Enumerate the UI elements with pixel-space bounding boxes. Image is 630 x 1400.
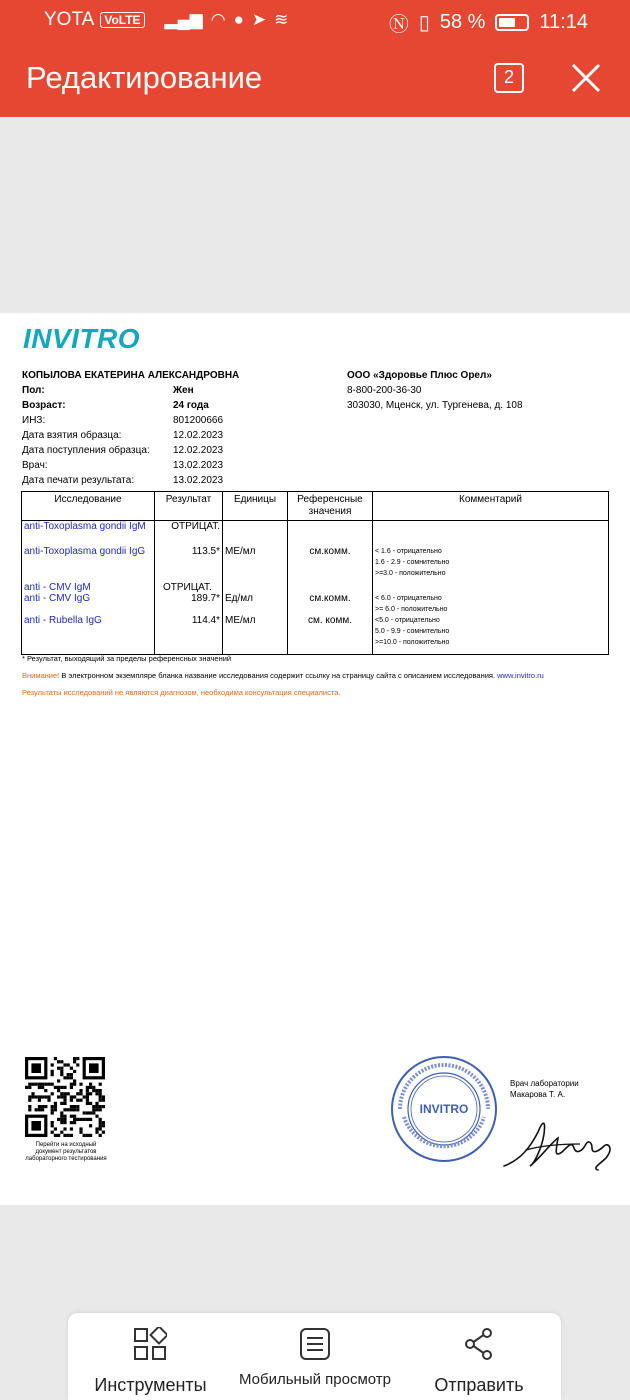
reference-value [288, 521, 373, 546]
signal-icon: ▂▄▆ [164, 10, 203, 29]
table-row [22, 521, 609, 546]
mobile-view-label: Мобильный просмотр [239, 1371, 391, 1388]
reference-value: см.комм. [288, 546, 373, 582]
patient-info [22, 368, 239, 488]
unit-value: МЕ/мл [223, 615, 288, 655]
column-header: Референсные значения [288, 492, 373, 521]
comment-line: >=10.0 - положительно [375, 638, 450, 646]
test-link[interactable]: anti - CMV IgM [22, 582, 155, 593]
column-header: Единицы [223, 492, 288, 521]
results-table [21, 491, 609, 655]
bottom-toolbar [68, 1313, 561, 1400]
comment-line: >= 6.0 - положительно [375, 605, 448, 613]
battery-percent: 58 % [439, 11, 486, 33]
result-value: ОТРИЦАТ. [155, 521, 223, 546]
warning-text: В электронном экземпляре бланка название исследования содержит ссылку на страницу сайта с описанием исследования. [59, 671, 498, 680]
result-value: ОТРИЦАТ. [155, 582, 223, 593]
qr-caption: Перейти на исходный документ результатов лабораторного тестирования [25, 1142, 107, 1162]
column-header: Исследование [22, 492, 155, 521]
qr-code [25, 1057, 105, 1137]
warning-note [22, 671, 544, 680]
patient-field: Дата печати результата: 13.02.2023 [22, 475, 224, 486]
patient-name: КОПЫЛОВА ЕКАТЕРИНА АЛЕКСАНДРОВНА [22, 370, 240, 381]
share-icon [462, 1327, 496, 1361]
test-link[interactable]: anti - Rubella IgG [22, 615, 155, 655]
page-count-button[interactable]: 2 [494, 63, 524, 93]
lab-phone: 8-800-200-36-30 [347, 385, 422, 396]
close-icon[interactable] [570, 62, 602, 94]
lab-stamp [388, 1053, 500, 1165]
document-page [0, 313, 630, 1205]
unit-value [223, 521, 288, 546]
comment-cell [373, 615, 609, 655]
tools-button[interactable] [68, 1313, 233, 1400]
mobile-view-button[interactable] [233, 1313, 397, 1400]
document-lines-icon [298, 1327, 332, 1361]
reference-value [288, 582, 373, 593]
tools-label: Инструменты [94, 1375, 207, 1395]
column-header: Комментарий [373, 492, 609, 521]
send-label: Отправить [434, 1375, 524, 1395]
doctor-signature [500, 1108, 620, 1178]
invitro-logo: INVITRO [23, 323, 141, 354]
chat-icon: ● [233, 10, 244, 29]
footnote: * Результат, выходящий за пределы референсных значений [22, 654, 232, 663]
patient-field: Дата поступления образца: 12.02.2023 [22, 445, 224, 456]
battery-icon [495, 14, 529, 31]
unit-value [223, 582, 288, 593]
stamp-text: INVITRO [419, 1102, 469, 1116]
doctor-title: Врач лаборатории [510, 1079, 579, 1088]
volte-badge: VoLTE [100, 12, 144, 28]
grid-icon [133, 1327, 167, 1361]
status-bar [0, 0, 630, 42]
table-row [22, 546, 609, 582]
unit-value: МЕ/мл [223, 546, 288, 582]
test-link[interactable]: anti-Toxoplasma gondii IgM [22, 521, 155, 546]
patient-field: ИНЗ: 801200666 [22, 415, 224, 426]
clock: 11:14 [539, 11, 588, 33]
nfc-icon: Ⓝ [388, 14, 409, 36]
comment-cell [373, 593, 609, 615]
comment-line: < 6.0 - отрицательно [375, 594, 442, 602]
warning-label: Внимание! [22, 671, 60, 680]
lab-address: 303030, Мценск, ул. Тургенева, д. 108 [347, 400, 523, 411]
unit-value: Ед/мл [223, 593, 288, 615]
page-title: Редактирование [26, 60, 263, 95]
table-row [22, 593, 609, 615]
wifi-icon: ◠ [210, 10, 226, 29]
comment-line: 5.0 - 9.9 - сомнительно [375, 627, 450, 635]
comment-line: >=3.0 - положительно [375, 569, 446, 577]
comment-line: 1.6 - 2.9 - сомнительно [375, 558, 450, 566]
comment-cell [373, 521, 609, 546]
telegram-icon: ➤ [251, 10, 267, 29]
result-value: 113.5* [155, 546, 223, 582]
doctor-info [510, 1078, 579, 1100]
patient-field: Возраст: 24 года [22, 400, 209, 411]
test-link[interactable]: anti-Toxoplasma gondii IgG [22, 546, 155, 582]
reference-value: см.комм. [288, 593, 373, 615]
result-value: 114.4* [155, 615, 223, 655]
vibrate-icon: ▯ [418, 12, 430, 34]
carrier-label: YOTA [44, 9, 95, 30]
table-header [22, 492, 609, 521]
table-row [22, 582, 609, 593]
reference-value: см. комм. [288, 615, 373, 655]
comment-cell [373, 546, 609, 582]
comment-line: < 1.6 - отрицательно [375, 547, 442, 555]
table-row [22, 615, 609, 655]
column-header: Результат [155, 492, 223, 521]
comment-cell [373, 582, 609, 593]
lab-info [347, 368, 523, 413]
comment-line: <5.0 - отрицательно [375, 616, 440, 624]
test-link[interactable]: anti - CMV IgG [22, 593, 155, 615]
lab-name: ООО «Здоровье Плюс Орел» [347, 370, 492, 381]
invitro-link[interactable]: www.invitro.ru [497, 671, 544, 680]
rss-icon: ≋ [274, 10, 289, 29]
disclaimer: Результаты исследований не являются диагнозом, необходима консультация специалиста. [22, 688, 341, 697]
doctor-name: Макарова Т. А. [510, 1090, 566, 1099]
send-button[interactable] [397, 1313, 561, 1400]
patient-field: Пол: Жен [22, 385, 194, 396]
app-header [0, 0, 630, 117]
patient-field: Врач: 13.02.2023 [22, 460, 224, 471]
result-value: 189.7* [155, 593, 223, 615]
patient-field: Дата взятия образца: 12.02.2023 [22, 430, 224, 441]
